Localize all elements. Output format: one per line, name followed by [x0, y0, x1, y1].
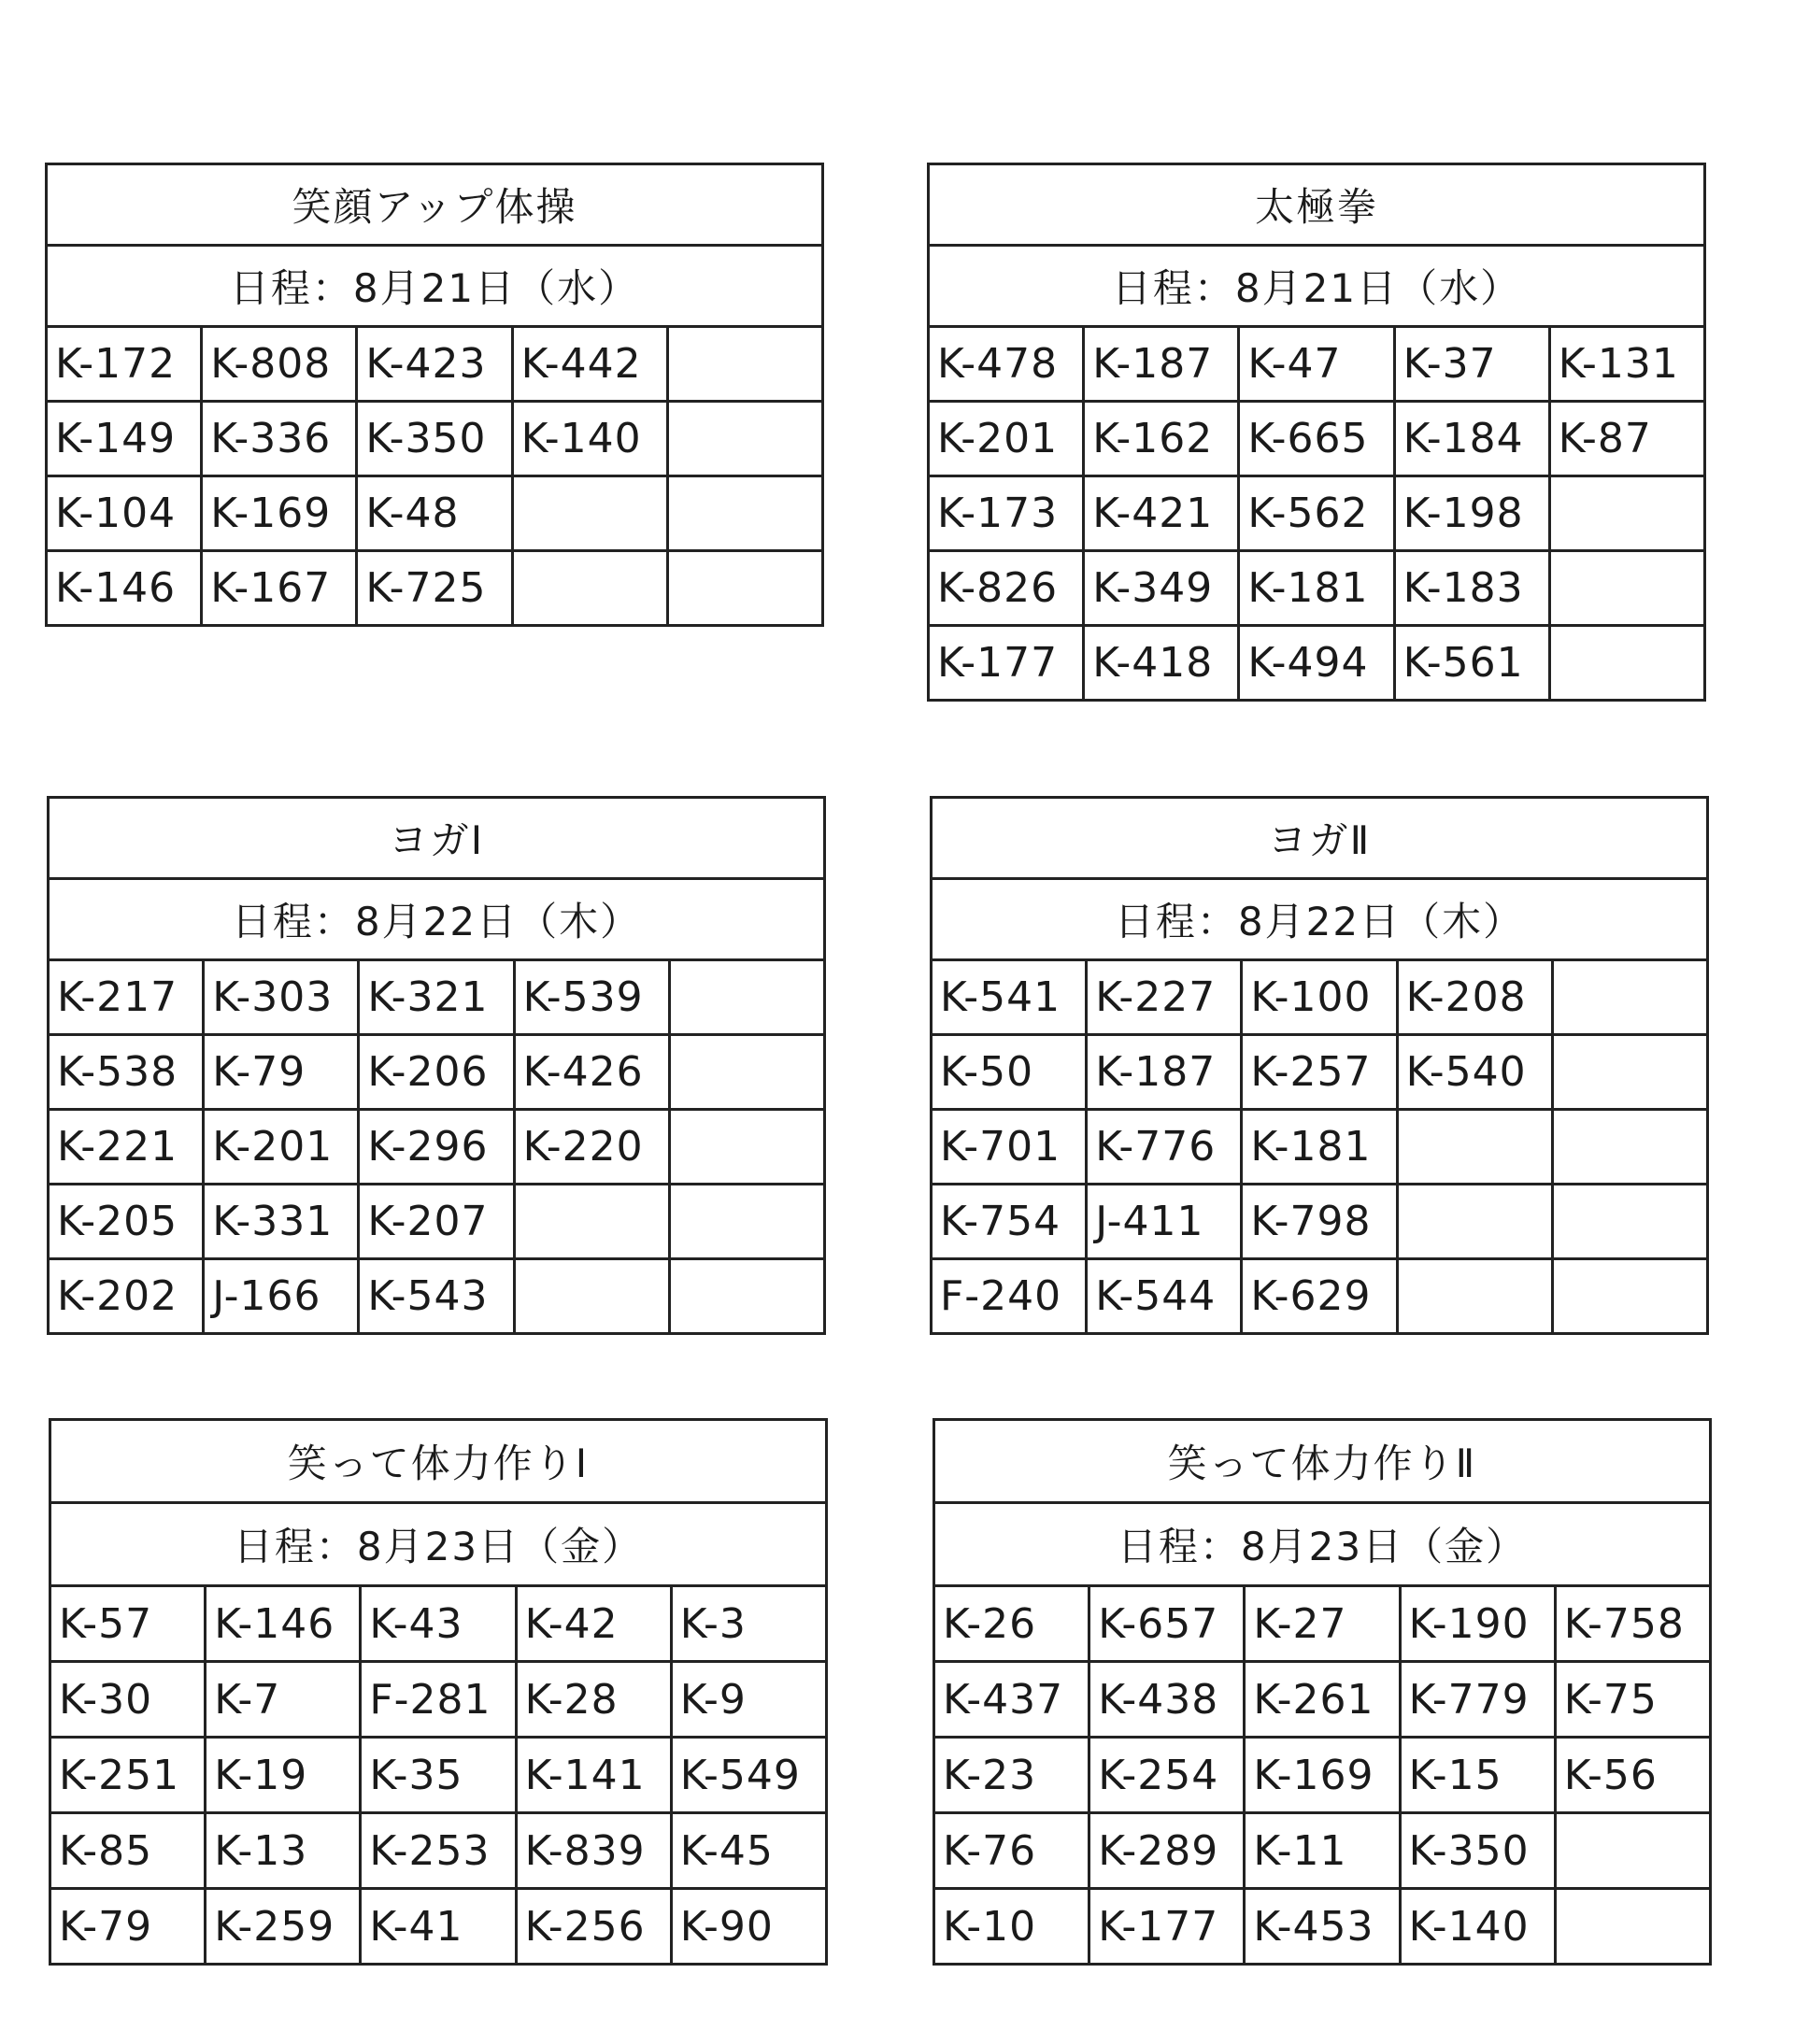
participant-id-cell: K-758 — [1555, 1586, 1710, 1662]
schedule-row — [47, 246, 823, 327]
table-row — [932, 1110, 1708, 1185]
participant-id-cell: K-562 — [1239, 476, 1394, 551]
participant-id-cell: K-442 — [512, 327, 667, 402]
table-row — [934, 1889, 1711, 1965]
participant-id-cell: K-146 — [47, 551, 202, 626]
participant-id-cell: K-169 — [1245, 1738, 1400, 1813]
participant-id-cell: J-166 — [204, 1259, 359, 1334]
participant-id-cell: K-779 — [1400, 1662, 1555, 1738]
participant-id-cell: K-259 — [206, 1889, 361, 1965]
participant-id-cell: K-421 — [1084, 476, 1239, 551]
participant-id-cell: K-321 — [359, 960, 514, 1035]
participant-id-cell — [667, 551, 822, 626]
participant-id-cell — [1397, 1259, 1552, 1334]
participant-id-cell — [512, 551, 667, 626]
participant-id-cell: K-173 — [929, 476, 1084, 551]
participant-id-cell: K-701 — [932, 1110, 1087, 1185]
participant-id-cell: K-257 — [1242, 1035, 1397, 1110]
table-row — [49, 1035, 825, 1110]
participant-id-cell — [1552, 1110, 1707, 1185]
participant-id-cell: K-30 — [50, 1662, 206, 1738]
table-title-row — [47, 164, 823, 246]
class-table-yoga-1 — [47, 796, 826, 1335]
participant-id-cell: K-776 — [1087, 1110, 1242, 1185]
participant-id-cell: K-23 — [934, 1738, 1089, 1813]
participant-id-cell: K-426 — [514, 1035, 669, 1110]
participant-id-cell: K-100 — [1242, 960, 1397, 1035]
participant-id-cell: K-561 — [1394, 626, 1549, 701]
participant-id-cell: K-181 — [1239, 551, 1394, 626]
table-row — [934, 1813, 1711, 1889]
class-table-yoga-2 — [930, 796, 1709, 1335]
participant-id-cell: K-104 — [47, 476, 202, 551]
participant-id-cell: K-187 — [1084, 327, 1239, 402]
participant-id-cell: K-79 — [50, 1889, 206, 1965]
participant-id-cell: K-437 — [934, 1662, 1089, 1738]
participant-id-cell: K-289 — [1089, 1813, 1245, 1889]
participant-id-cell: K-47 — [1239, 327, 1394, 402]
participant-id-cell: K-181 — [1242, 1110, 1397, 1185]
participant-id-cell: K-544 — [1087, 1259, 1242, 1334]
table-row — [47, 327, 823, 402]
participant-id-cell: K-754 — [932, 1185, 1087, 1259]
table-row — [929, 626, 1705, 701]
participant-id-cell — [1397, 1185, 1552, 1259]
participant-id-cell: K-541 — [932, 960, 1087, 1035]
participant-id-cell — [669, 1035, 824, 1110]
participant-id-cell: K-149 — [47, 402, 202, 476]
schedule-row — [50, 1503, 827, 1586]
table-row — [934, 1662, 1711, 1738]
participant-id-cell: K-418 — [1084, 626, 1239, 701]
participant-id-cell: K-336 — [202, 402, 357, 476]
participant-id-cell — [1555, 1813, 1710, 1889]
participant-id-cell: K-45 — [671, 1813, 826, 1889]
participant-id-cell — [1552, 1035, 1707, 1110]
participant-id-cell: K-826 — [929, 551, 1084, 626]
participant-id-cell: K-35 — [361, 1738, 516, 1813]
participant-id-cell — [512, 476, 667, 551]
schedule-date: 日程：8月21日（水） — [929, 246, 1705, 327]
participant-id-cell: K-549 — [671, 1738, 826, 1813]
participant-id-cell: K-208 — [1397, 960, 1552, 1035]
participant-id-cell: K-190 — [1400, 1586, 1555, 1662]
participant-id-cell: K-87 — [1549, 402, 1704, 476]
schedule-date: 日程：8月22日（木） — [49, 879, 825, 960]
table-row — [50, 1738, 827, 1813]
participant-id-cell — [669, 1110, 824, 1185]
table-row — [929, 402, 1705, 476]
participant-id-cell — [1555, 1889, 1710, 1965]
class-title: 笑顔アップ体操 — [47, 164, 823, 246]
table-row — [932, 960, 1708, 1035]
participant-id-cell: K-808 — [202, 327, 357, 402]
table-row — [49, 1185, 825, 1259]
participant-id-cell — [669, 1259, 824, 1334]
table-row — [50, 1586, 827, 1662]
participant-id-cell: K-177 — [1089, 1889, 1245, 1965]
participant-id-cell: K-9 — [671, 1662, 826, 1738]
participant-id-cell: K-478 — [929, 327, 1084, 402]
participant-id-cell: K-303 — [204, 960, 359, 1035]
participant-id-cell — [669, 960, 824, 1035]
participant-id-cell: K-201 — [204, 1110, 359, 1185]
participant-id-cell: K-187 — [1087, 1035, 1242, 1110]
participant-id-cell: K-183 — [1394, 551, 1549, 626]
schedule-date: 日程：8月23日（金） — [50, 1503, 827, 1586]
participant-id-cell: K-42 — [516, 1586, 671, 1662]
participant-id-cell: K-350 — [1400, 1813, 1555, 1889]
participant-id-cell: J-411 — [1087, 1185, 1242, 1259]
participant-id-cell — [667, 476, 822, 551]
schedule-row — [934, 1503, 1711, 1586]
participant-id-cell: K-162 — [1084, 402, 1239, 476]
participant-id-cell — [1549, 626, 1704, 701]
participant-id-cell — [514, 1259, 669, 1334]
table-row — [934, 1738, 1711, 1813]
participant-id-cell: K-227 — [1087, 960, 1242, 1035]
participant-id-cell: K-167 — [202, 551, 357, 626]
participant-id-cell: K-453 — [1245, 1889, 1400, 1965]
table-row — [932, 1185, 1708, 1259]
class-title: 太極拳 — [929, 164, 1705, 246]
table-title-row — [934, 1420, 1711, 1503]
participant-id-cell: K-657 — [1089, 1586, 1245, 1662]
participant-id-cell — [667, 327, 822, 402]
schedule-date: 日程：8月22日（木） — [932, 879, 1708, 960]
participant-id-cell: K-543 — [359, 1259, 514, 1334]
table-row — [929, 327, 1705, 402]
participant-id-cell: K-494 — [1239, 626, 1394, 701]
table-row — [47, 551, 823, 626]
table-row — [50, 1813, 827, 1889]
participant-id-cell: K-423 — [357, 327, 512, 402]
participant-id-cell: K-90 — [671, 1889, 826, 1965]
table-row — [932, 1035, 1708, 1110]
participant-id-cell: K-56 — [1555, 1738, 1710, 1813]
participant-id-cell: K-3 — [671, 1586, 826, 1662]
participant-id-cell: K-438 — [1089, 1662, 1245, 1738]
participant-id-cell: K-198 — [1394, 476, 1549, 551]
table-row — [47, 476, 823, 551]
participant-id-cell: K-254 — [1089, 1738, 1245, 1813]
participant-id-cell: K-48 — [357, 476, 512, 551]
table-title-row — [49, 798, 825, 879]
table-title-row — [929, 164, 1705, 246]
participant-id-cell — [1397, 1110, 1552, 1185]
participant-id-cell: K-206 — [359, 1035, 514, 1110]
participant-id-cell — [514, 1185, 669, 1259]
participant-id-cell: K-76 — [934, 1813, 1089, 1889]
participant-id-cell: K-177 — [929, 626, 1084, 701]
participant-id-cell: K-140 — [1400, 1889, 1555, 1965]
participant-id-cell: K-349 — [1084, 551, 1239, 626]
participant-id-cell: K-261 — [1245, 1662, 1400, 1738]
participant-id-cell — [1552, 1185, 1707, 1259]
participant-id-cell: K-7 — [206, 1662, 361, 1738]
participant-id-cell: K-202 — [49, 1259, 204, 1334]
participant-id-cell: K-350 — [357, 402, 512, 476]
class-table-egao-up-taiso — [45, 163, 824, 627]
participant-id-cell: K-140 — [512, 402, 667, 476]
schedule-row — [49, 879, 825, 960]
participant-id-cell: K-27 — [1245, 1586, 1400, 1662]
participant-id-cell: K-50 — [932, 1035, 1087, 1110]
participant-id-cell: K-331 — [204, 1185, 359, 1259]
schedule-row — [932, 879, 1708, 960]
participant-id-cell: K-207 — [359, 1185, 514, 1259]
class-title: 笑って体力作りⅠ — [50, 1420, 827, 1503]
class-title: ヨガⅡ — [932, 798, 1708, 879]
table-row — [49, 1259, 825, 1334]
table-row — [49, 960, 825, 1035]
participant-id-cell: K-540 — [1397, 1035, 1552, 1110]
participant-id-cell: K-28 — [516, 1662, 671, 1738]
table-row — [934, 1586, 1711, 1662]
participant-id-cell: K-169 — [202, 476, 357, 551]
participant-id-cell: K-839 — [516, 1813, 671, 1889]
participant-id-cell: K-217 — [49, 960, 204, 1035]
participant-id-cell: K-256 — [516, 1889, 671, 1965]
participant-id-cell — [1549, 476, 1704, 551]
class-table-waratte-tairyokuzukuri-2 — [933, 1418, 1712, 1966]
participant-id-cell: K-26 — [934, 1586, 1089, 1662]
schedule-date: 日程：8月23日（金） — [934, 1503, 1711, 1586]
participant-id-cell: K-665 — [1239, 402, 1394, 476]
table-row — [47, 402, 823, 476]
participant-id-cell: K-13 — [206, 1813, 361, 1889]
participant-id-cell: K-10 — [934, 1889, 1089, 1965]
class-table-taikyokuken — [927, 163, 1706, 702]
participant-id-cell: K-539 — [514, 960, 669, 1035]
participant-id-cell: K-251 — [50, 1738, 206, 1813]
table-title-row — [50, 1420, 827, 1503]
participant-id-cell: K-725 — [357, 551, 512, 626]
table-row — [929, 476, 1705, 551]
table-row — [49, 1110, 825, 1185]
participant-id-cell: K-85 — [50, 1813, 206, 1889]
participant-id-cell: K-37 — [1394, 327, 1549, 402]
participant-id-cell: K-205 — [49, 1185, 204, 1259]
participant-id-cell: K-296 — [359, 1110, 514, 1185]
table-row — [929, 551, 1705, 626]
participant-id-cell: K-184 — [1394, 402, 1549, 476]
participant-id-cell: K-172 — [47, 327, 202, 402]
participant-id-cell — [667, 402, 822, 476]
participant-id-cell: K-131 — [1549, 327, 1704, 402]
participant-id-cell: K-798 — [1242, 1185, 1397, 1259]
participant-id-cell: K-220 — [514, 1110, 669, 1185]
participant-id-cell: K-75 — [1555, 1662, 1710, 1738]
participant-id-cell: K-11 — [1245, 1813, 1400, 1889]
participant-id-cell: K-15 — [1400, 1738, 1555, 1813]
participant-id-cell: K-629 — [1242, 1259, 1397, 1334]
participant-id-cell — [1549, 551, 1704, 626]
table-row — [50, 1889, 827, 1965]
participant-id-cell: K-19 — [206, 1738, 361, 1813]
participant-id-cell: K-146 — [206, 1586, 361, 1662]
participant-id-cell: K-221 — [49, 1110, 204, 1185]
participant-id-cell — [669, 1185, 824, 1259]
schedule-row — [929, 246, 1705, 327]
participant-id-cell — [1552, 960, 1707, 1035]
class-title: 笑って体力作りⅡ — [934, 1420, 1711, 1503]
participant-id-cell: F-240 — [932, 1259, 1087, 1334]
class-table-waratte-tairyokuzukuri-1 — [49, 1418, 828, 1966]
schedule-date: 日程：8月21日（水） — [47, 246, 823, 327]
participant-id-cell: K-141 — [516, 1738, 671, 1813]
participant-id-cell: F-281 — [361, 1662, 516, 1738]
table-title-row — [932, 798, 1708, 879]
participant-id-cell: K-538 — [49, 1035, 204, 1110]
participant-id-cell: K-43 — [361, 1586, 516, 1662]
table-row — [50, 1662, 827, 1738]
participant-id-cell: K-57 — [50, 1586, 206, 1662]
class-title: ヨガⅠ — [49, 798, 825, 879]
participant-id-cell: K-41 — [361, 1889, 516, 1965]
participant-id-cell: K-201 — [929, 402, 1084, 476]
participant-id-cell — [1552, 1259, 1707, 1334]
participant-id-cell: K-253 — [361, 1813, 516, 1889]
table-row — [932, 1259, 1708, 1334]
participant-id-cell: K-79 — [204, 1035, 359, 1110]
